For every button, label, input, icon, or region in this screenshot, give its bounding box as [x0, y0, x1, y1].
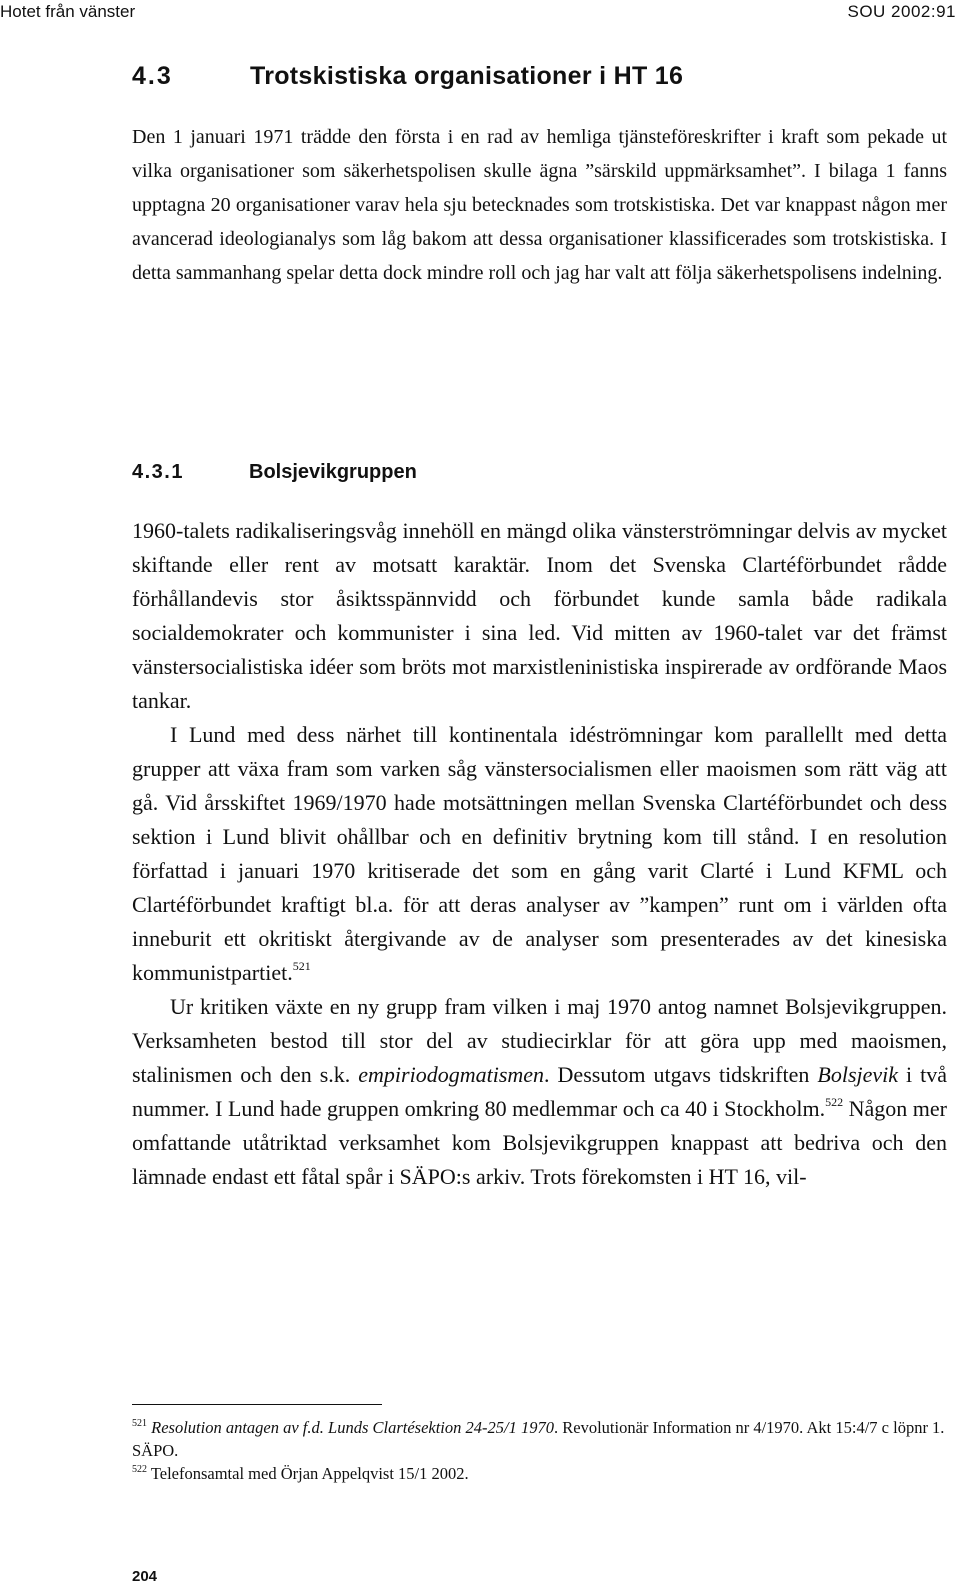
footnotes	[132, 1416, 947, 1485]
footnote-text: . Revolutionär Information nr 4/1970. Akt 15:4/7 c löpnr 1. SÄPO.	[132, 1418, 945, 1460]
subsection-body	[132, 514, 947, 1194]
footnote-source-title: Resolution antagen av f.d. Lunds Clartésektion 24-25/1 1970	[151, 1418, 554, 1437]
section-number: 4.3	[132, 62, 173, 90]
section-title: Trotskistiska organisationer i HT 16	[250, 62, 684, 90]
body-paragraph-2-text: I Lund med dess närhet till kontinentala idéströmningar kom parallellt med detta grupper att växa fram som varken såg vänstersocialismen eller maoismen som rätt väg att gå. Vid årsskiftet 1969/1970 hade motsättningen mellan Svenska Clartéförbundet och dess sektion i Lund blivit ohållbar och en definitiv brytning kom till stånd. I en resolution författad i januari 1970 kritiserade det som en gång varit Clarté i Lund KFML och Clartéförbundet kraftigt bl.a. för att deras analyser av ”kampen” runt om i världen ofta inneburit ett okritiskt återgivande av de analyser som presenterades av det kinesiska kommunistpartiet.	[132, 722, 947, 985]
footnote-ref-522[interactable]: 522	[825, 1095, 844, 1109]
body-paragraph-3-text-c: i två nummer. I Lund hade gruppen omkring 80 medlemmar och ca 40 i Stockholm.	[132, 1062, 948, 1121]
footnote-ref-521[interactable]: 521	[292, 959, 311, 973]
running-header-title: Hotet från vänster	[0, 2, 136, 21]
intro-paragraph	[132, 120, 947, 290]
footnote-521	[132, 1416, 947, 1462]
body-paragraph-3-text-d: Någon mer omfattande utåtriktad verksamhet kom Bolsjevikgruppen knappast att bedriva och den lämnade endast ett fåtal spår i SÄPO:s arkiv. Trots förekomsten i HT 16, vil-	[132, 1096, 947, 1189]
body-paragraph-2	[132, 718, 947, 990]
footnote-divider	[132, 1404, 382, 1405]
section-heading	[132, 60, 683, 92]
body-paragraph-3	[132, 990, 947, 1194]
body-paragraph-3-journal: Bolsjevik	[817, 1062, 899, 1087]
subsection-title: Bolsjevikgruppen	[249, 461, 417, 483]
footnote-number: 521	[132, 1418, 147, 1429]
body-paragraph-3-text-a: Ur kritiken växte en ny grupp fram vilken i maj 1970 antog namnet Bolsjevikgruppen. Verksamheten bestod till stor del av studiecirklar för att göra upp med maoismen, stalinismen och den s.k.	[132, 994, 947, 1087]
footnote-522	[132, 1462, 947, 1485]
body-paragraph-3-text-b: . Dessutom utgavs tidskriften	[544, 1062, 818, 1087]
running-header-report-id: SOU 2002:91	[847, 2, 956, 21]
intro-paragraph-text: Den 1 januari 1971 trädde den första i en rad av hemliga tjänsteföreskrifter i kraft som pekade ut vilka organisationer som säkerhetspolisen skulle ägna ”särskild uppmärksamhet”. I bilaga 1 fanns upptagna 20 organisationer varav hela sju betecknades som trotskistiska. Det var knappast någon mer avancerad ideologianalys som låg bakom att dessa organisationer klassificerades som trotskistiska. I detta sammanhang spelar detta dock mindre roll och jag har valt att följa säkerhetspolisens indelning.	[132, 126, 947, 284]
body-paragraph-1: 1960-talets radikaliseringsvåg innehöll en mängd olika vänsterströmningar delvis av mycket skiftande eller rent av motsatt karaktär. Inom det Svenska Clartéförbundet rådde förhållandevis stor åsiktsspännvidd och förbundet kunde samla både radikala socialdemokrater och kommunister i sina led. Vid mitten av 1960-talet var det främst vänstersocialistiska idéer som bröts mot marxistleninistiska inspirerade av ordförande Maos tankar.	[132, 518, 947, 713]
body-paragraph-3-term: empiriodogmatismen	[358, 1062, 545, 1087]
subsection-number: 4.3.1	[132, 461, 184, 483]
subsection-heading	[132, 457, 417, 487]
footnote-text: Telefonsamtal med Örjan Appelqvist 15/1 2002.	[150, 1464, 469, 1483]
footnote-number: 522	[132, 1464, 147, 1475]
page-number: 204	[132, 1568, 158, 1585]
